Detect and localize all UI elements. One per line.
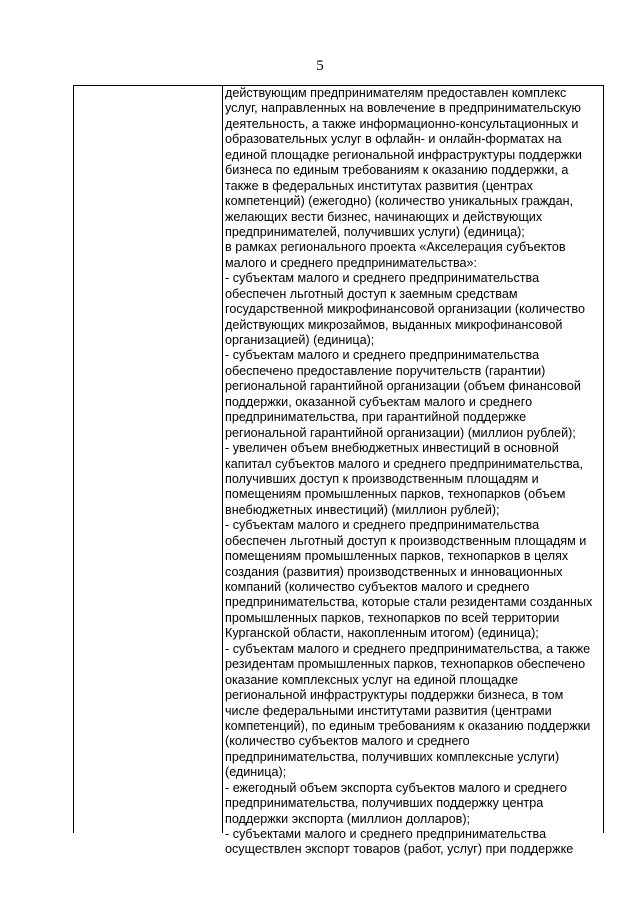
text-line: малого и среднего предпринимательства»: (225, 255, 478, 270)
text-line: компетенций), по единым требованиям к оказанию поддержки (225, 718, 591, 733)
text-line: капитал субъектов малого и среднего предпринимательства, (225, 456, 584, 471)
text-line: организацией) (единица); (225, 333, 375, 347)
text-line: предпринимательства, получивших поддержку центра (225, 796, 544, 811)
text-line: обеспечен льготный доступ к заемным средствам (225, 286, 518, 301)
text-line: - субъектам малого и среднего предпринимательства (225, 348, 540, 363)
text-line: действующих микрозаймов, выданных микрофинансовой (225, 317, 563, 332)
text-line: в рамках регионального проекта «Акселерация субъектов (225, 240, 566, 255)
text-line: компетенций) (ежегодно) (количество уникальных граждан, (225, 194, 574, 209)
text-line: бизнеса по единым требованиям к оказанию поддержки, а (225, 163, 569, 178)
text-line: региональной инфраструктуры поддержки бизнеса, в том (225, 688, 564, 703)
text-line: региональной гарантийной организации) (миллион рублей); (225, 425, 576, 440)
text-line: услуг, направленных на вовлечение в предпринимательскую (225, 101, 581, 116)
text-line: внебюджетных инвестиций) (миллион рублей); (225, 502, 500, 517)
text-line: резидентам промышленных парков, технопарков обеспечено (225, 657, 586, 672)
text-line: желающих вести бизнес, начинающих и действующих (225, 209, 543, 224)
text-line: - ежегодный объем экспорта субъектов малого и среднего (225, 780, 567, 795)
text-line: государственной микрофинансовой организации (количество (225, 302, 585, 317)
text-line: оказание комплексных услуг на единой площадке (225, 672, 519, 687)
text-line: поддержки экспорта (миллион долларов); (225, 811, 471, 826)
text-line: предпринимательства, получивших комплексные услуги) (225, 749, 560, 764)
text-line: поддержки, оказанной субъектам малого и среднего (225, 394, 533, 409)
text-line: единой площадке региональной инфраструктуры поддержки (225, 147, 582, 162)
text-line: предпринимателей, получивших услуги) (единица); (225, 224, 525, 239)
text-line: региональной гарантийной организации (объем финансовой (225, 379, 581, 394)
text-line: образовательных услуг в офлайн- и онлайн-форматах на (225, 132, 562, 147)
text-line: - увеличен объем внебюджетных инвестиций в основной (225, 441, 559, 456)
text-line: - субъектами малого и среднего предпринимательства (225, 827, 547, 841)
table-left-cell (74, 86, 223, 833)
table-right-cell (223, 86, 603, 858)
document-table (73, 85, 604, 857)
text-line: промышленных парков, технопарков по всей территории (225, 610, 560, 625)
text-line: компаний (количество субъектов малого и среднего (225, 580, 530, 594)
text-line: предпринимательства, которые стали резидентами созданных (225, 595, 593, 610)
text-line: помещениям промышленных парков, технопарков в целях (225, 549, 569, 564)
text-line: предпринимательства, при гарантийной поддержке (225, 410, 527, 425)
text-line: действующим предпринимателям предоставлен комплекс (225, 86, 567, 100)
text-line: - субъектам малого и среднего предпринимательства (225, 518, 540, 533)
text-line: осуществлен экспорт товаров (работ, услуг) при поддержке (225, 842, 574, 857)
text-line: (единица); (225, 765, 287, 780)
text-line: создания (развития) производственных и инновационных (225, 564, 563, 579)
text-line: (количество субъектов малого и среднего (225, 734, 470, 749)
text-line: - субъектам малого и среднего предпринимательства (225, 271, 540, 286)
text-line: Курганской области, накопленным итогом) (единица); (225, 626, 539, 641)
text-line: также в федеральных институтах развития (центрах (225, 178, 533, 193)
text-line: числе федеральными институтами развития (центрами (225, 703, 552, 718)
text-line: обеспечено предоставление поручительств (гарантии) (225, 363, 546, 378)
text-line: обеспечен льготный доступ к производственным площадям и (225, 533, 587, 548)
text-line: помещениям промышленных парков, технопарков (объем (225, 487, 566, 502)
text-line: деятельность, а также информационно-консультационных и (225, 116, 579, 131)
text-line: - субъектам малого и среднего предпринимательства, а также (225, 641, 591, 656)
text-line: получивших доступ к производственным площадям и (225, 471, 539, 486)
page-number: 5 (316, 58, 324, 74)
